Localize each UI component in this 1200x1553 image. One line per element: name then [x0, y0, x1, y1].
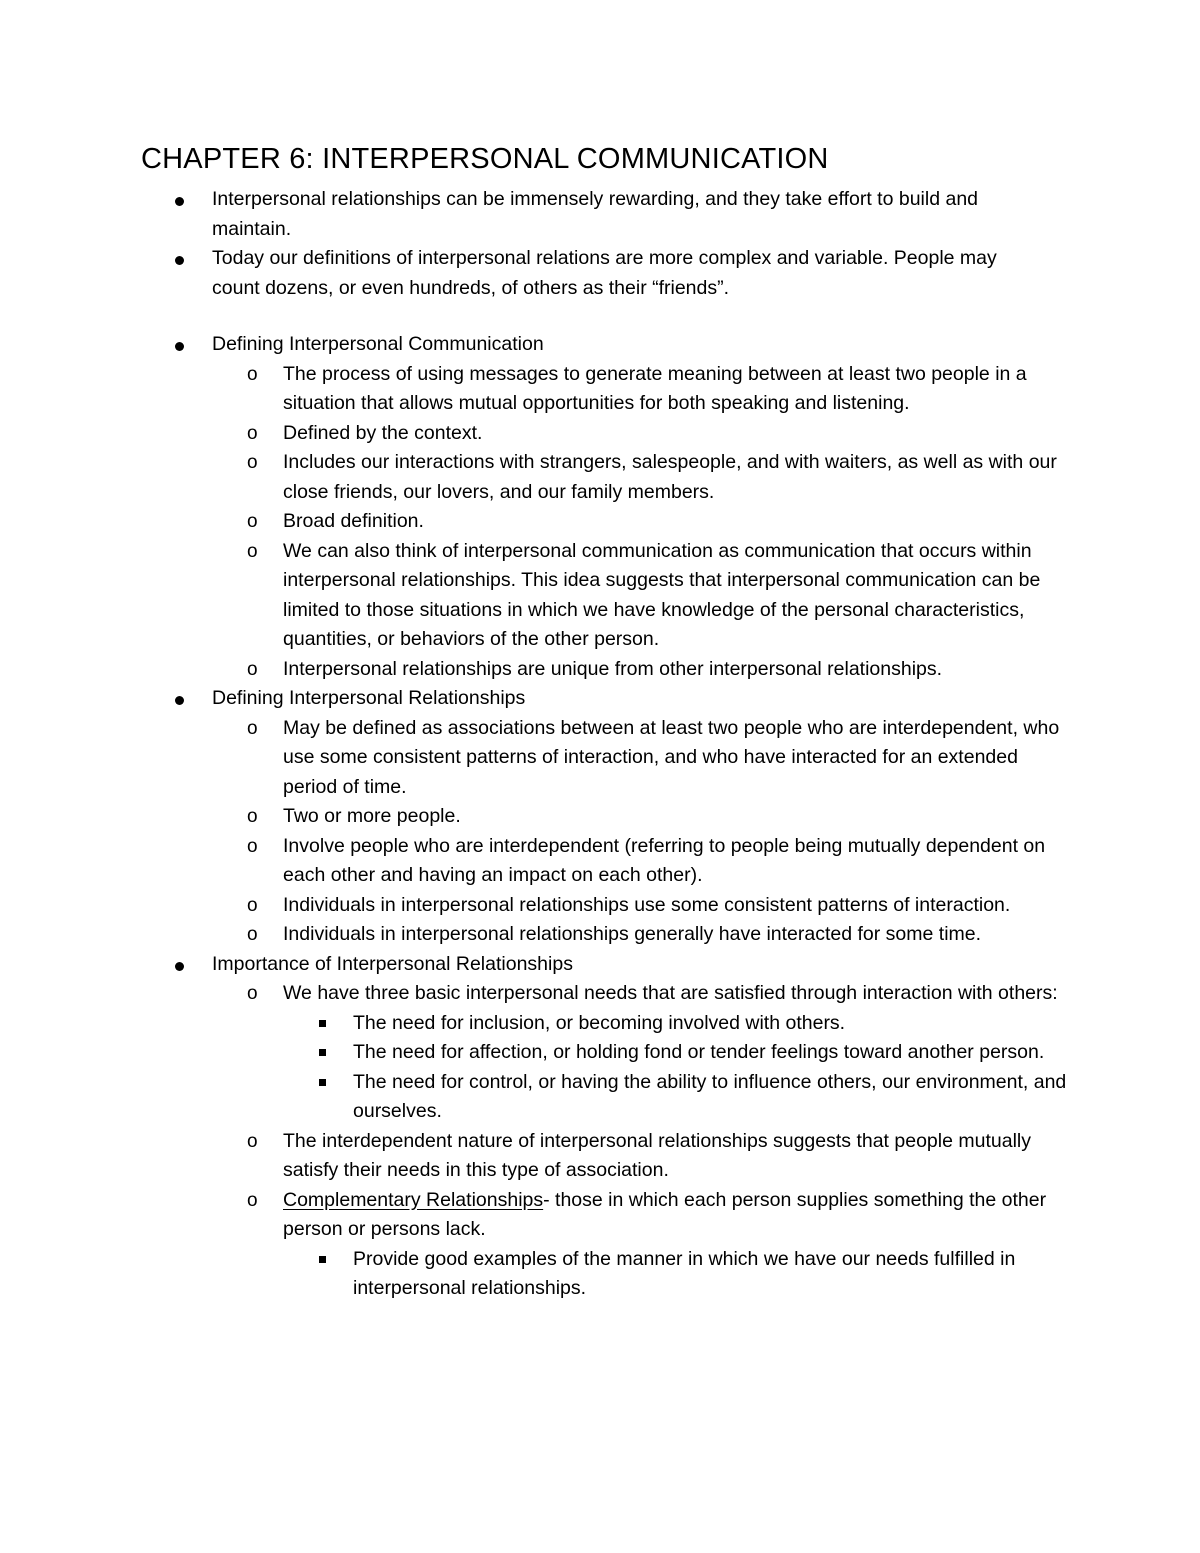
- square-bullet-icon: [319, 1049, 326, 1056]
- circle-bullet-icon: o: [247, 806, 258, 827]
- list-item: [0, 537, 1063, 655]
- circle-bullet-icon: o: [247, 835, 258, 857]
- circle-bullet-icon: o: [247, 1189, 258, 1211]
- list-item: [0, 244, 1042, 303]
- list-item: [0, 507, 1063, 537]
- item-text: The need for control, or having the ability to influence others, our environment, and ourselves.: [353, 1070, 1067, 1122]
- list-item: [0, 920, 1063, 950]
- circle-bullet-icon: o: [247, 924, 258, 945]
- sub-list-item: [0, 1245, 1068, 1304]
- sub-list-item: [0, 1009, 1068, 1039]
- item-text: Includes our interactions with strangers, salespeople, and with waiters, as well as with our close friends, our lovers, and our family members.: [283, 451, 1057, 503]
- item-text: The process of using messages to generate meaning between at least two people in a situation that allows mutual opportunities for both speaking and listening.: [283, 362, 1027, 414]
- item-text: The need for affection, or holding fond or tender feelings toward another person.: [353, 1041, 1045, 1063]
- square-bullet-icon: [319, 1256, 326, 1263]
- circle-bullet-icon: o: [247, 717, 258, 739]
- item-text: Provide good examples of the manner in which we have our needs fulfilled in interpersonal relationships.: [353, 1247, 1016, 1299]
- circle-bullet-icon: o: [247, 363, 258, 385]
- list-item: [0, 832, 1063, 891]
- square-bullet-icon: [319, 1079, 326, 1086]
- list-item: [0, 1186, 1063, 1245]
- list-item: [0, 802, 1063, 832]
- circle-bullet-icon: o: [247, 511, 258, 532]
- item-text: Today our definitions of interpersonal relations are more complex and variable. People may count dozens, or even hundreds, of others as their “friends”.: [212, 247, 997, 299]
- section-heading-relationships: [0, 684, 1042, 714]
- item-text: Interpersonal relationships are unique from other interpersonal relationships.: [283, 657, 943, 680]
- item-text: Individuals in interpersonal relationships generally have interacted for some time.: [283, 923, 982, 945]
- item-text: The need for inclusion, or becoming involved with others.: [353, 1011, 846, 1034]
- bullet-dot-icon: [175, 197, 184, 206]
- item-text: Two or more people.: [283, 805, 461, 827]
- bullet-dot-icon: [175, 342, 184, 351]
- circle-bullet-icon: o: [247, 894, 258, 916]
- list-item: [0, 891, 1063, 921]
- sections-list: [0, 330, 1200, 1304]
- list-item: [0, 1127, 1063, 1186]
- complementary-term: Complementary Relationships: [283, 1188, 544, 1211]
- list-item: [0, 419, 1063, 449]
- circle-bullet-icon: o: [247, 1130, 258, 1152]
- section-heading-communication: [0, 330, 1042, 360]
- item-text: - those in which each person supplies something the other person or persons lack.: [283, 1188, 1047, 1240]
- section-heading-importance: [0, 950, 1042, 980]
- notes-body: [0, 185, 1200, 1304]
- sub-list-item: [0, 1068, 1068, 1127]
- heading-text: Defining Interpersonal Communication: [212, 333, 544, 355]
- item-text: May be defined as associations between at least two people who are interdependent, who use some consistent patterns of interaction, and who have interacted for an extended period of time.: [283, 716, 1060, 798]
- list-item: [0, 714, 1063, 803]
- item-text: Interpersonal relationships can be immensely rewarding, and they take effort to build and maintain.: [212, 188, 979, 240]
- sub-list-item: [0, 1038, 1068, 1068]
- circle-bullet-icon: o: [247, 422, 258, 444]
- circle-bullet-icon: o: [247, 983, 258, 1004]
- item-text: Defined by the context.: [283, 421, 483, 444]
- top-level-list: [0, 185, 1200, 303]
- list-item: [0, 185, 1042, 244]
- item-text: Broad definition.: [283, 510, 424, 532]
- item-text: The interdependent nature of interpersonal relationships suggests that people mutually satisfy their needs in this type of association.: [283, 1129, 1031, 1181]
- chapter-title: CHAPTER 6: INTERPERSONAL COMMUNICATION: [141, 143, 829, 175]
- item-text: We can also think of interpersonal communication as communication that occurs within interpersonal relationships. This idea suggests that interpersonal communication can be limited to those situations in which we have knowledge of the personal characteristics, quantities, or behaviors of the other person.: [283, 539, 1041, 650]
- square-bullet-icon: [319, 1020, 326, 1027]
- list-item: [0, 448, 1063, 507]
- item-text: Individuals in interpersonal relationships use some consistent patterns of interaction.: [283, 893, 1011, 916]
- paragraph-gap: [0, 303, 1200, 330]
- list-item: [0, 655, 1063, 685]
- bullet-dot-icon: [175, 962, 184, 971]
- item-text: We have three basic interpersonal needs that are satisfied through interaction with others:: [283, 982, 1058, 1004]
- bullet-dot-icon: [175, 696, 184, 705]
- circle-bullet-icon: o: [247, 452, 258, 473]
- list-item: [0, 979, 1063, 1009]
- heading-text: Defining Interpersonal Relationships: [212, 687, 526, 709]
- heading-text: Importance of Interpersonal Relationships: [212, 952, 573, 975]
- circle-bullet-icon: o: [247, 658, 258, 680]
- bullet-dot-icon: [175, 256, 184, 265]
- item-text: Involve people who are interdependent (referring to people being mutually dependent on each other and having an impact on each other).: [283, 834, 1046, 886]
- list-item: [0, 360, 1063, 419]
- circle-bullet-icon: o: [247, 540, 258, 562]
